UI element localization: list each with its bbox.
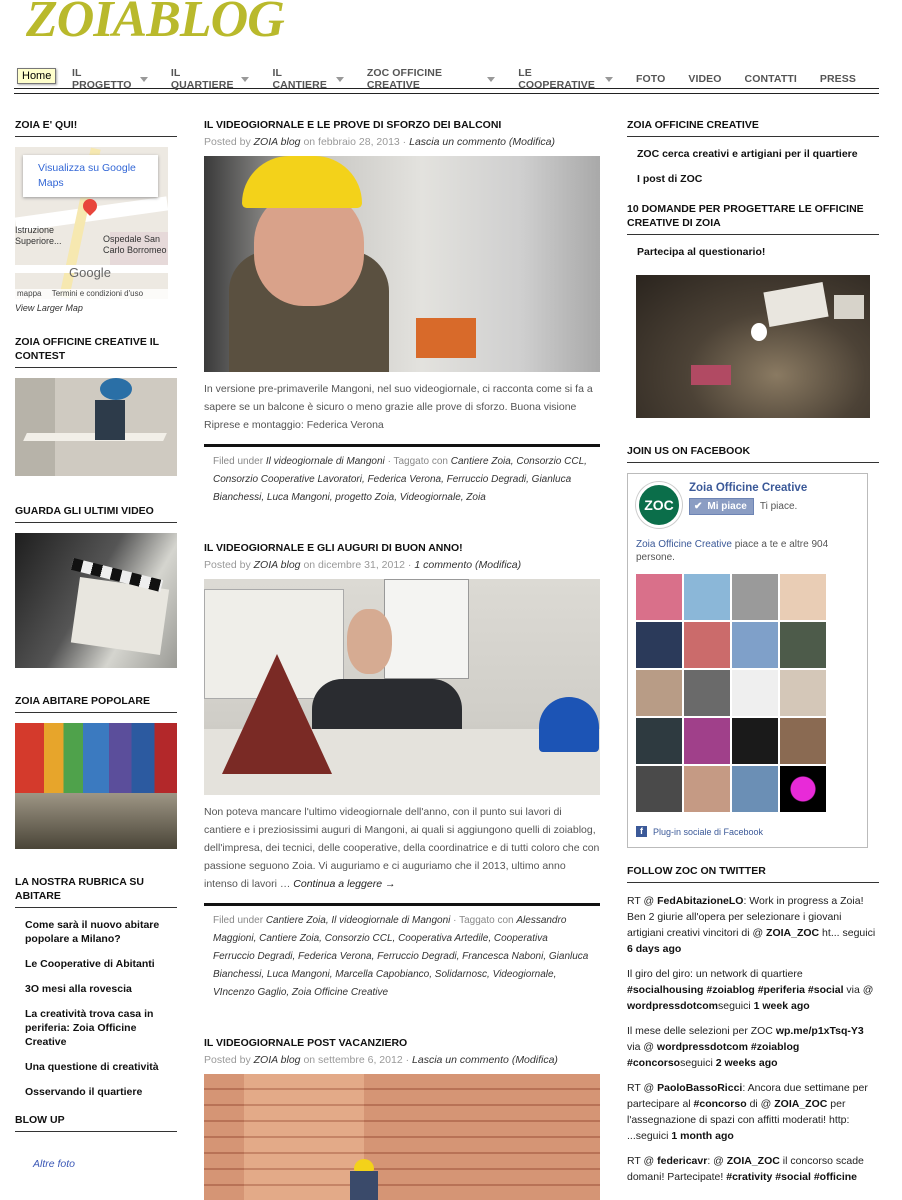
fb-face-avatar[interactable] <box>636 670 682 716</box>
comment-link[interactable]: Lascia un commento (Modifica) <box>412 1054 558 1066</box>
chevron-down-icon <box>605 77 613 82</box>
nav-item-foto[interactable]: FOTO <box>635 73 666 85</box>
fb-face-avatar[interactable] <box>780 670 826 716</box>
category-link[interactable]: Il videogiornale di Mangoni <box>265 456 385 467</box>
widget-title-blowup: BLOW UP <box>15 1113 177 1132</box>
widget-title-video: GUARDA GLI ULTIMI VIDEO <box>15 504 177 523</box>
post-title[interactable]: IL VIDEOGIORNALE E LE PROVE DI SFORZO DEI BALCONI <box>204 119 502 131</box>
fb-face-avatar[interactable] <box>684 622 730 668</box>
url-link[interactable]: wp.me/p1xTsq-Y3 <box>775 1025 864 1037</box>
fb-face-avatar[interactable] <box>780 718 826 764</box>
widget-title-zoc: ZOIA OFFICINE CREATIVE <box>627 118 879 137</box>
widget-title-domande: 10 DOMANDE PER PROGETTARE LE OFFICINE CREATIVE DI ZOIA <box>627 202 879 235</box>
widget-title-map: ZOIA E' QUI! <box>15 118 177 137</box>
tag-links[interactable]: Cantiere Zoia, Consorzio CCL, Consorzio Cooperative Lavoratori, Federica Verona, Ferruccio Degradi, Gianluca Bianchessi, Luca Mangoni, progetto Zoia, Videogiornale, Zoia <box>213 456 587 503</box>
fb-face-avatar[interactable] <box>684 718 730 764</box>
tweet: RT @ PaoloBassoRicci: Ancora due settimane per partecipare al #concorso di @ ZOIA_ZOC per l'assegnazione di spazi con affitti moderati! http: ...seguici 1 month ago <box>627 1082 868 1142</box>
fb-liked-text: Ti piace. <box>759 501 798 512</box>
comment-link[interactable]: Lascia un commento (Modifica) <box>409 136 556 148</box>
twitter-user-link[interactable]: ZOIA_ZOC <box>766 927 820 939</box>
fb-face-avatar[interactable] <box>732 670 778 716</box>
rubrica-link[interactable]: Una questione di creatività <box>25 1061 159 1073</box>
view-larger-map-link[interactable]: View Larger Map <box>15 303 83 313</box>
widget-title-abitare: ZOIA ABITARE POPOLARE <box>15 694 177 713</box>
nav-item-contatti[interactable]: CONTATTI <box>744 73 797 85</box>
map-footer-terms[interactable]: Termini e condizioni d'uso <box>51 289 144 298</box>
zoc-link[interactable]: ZOC cerca creativi e artigiani per il quartiere <box>637 148 858 160</box>
fb-face-avatar[interactable] <box>684 766 730 812</box>
hashtag-link[interactable]: #crativity <box>726 1171 773 1183</box>
tweet-time[interactable]: 2 weeks ago <box>715 1057 778 1069</box>
post-image[interactable] <box>204 156 600 372</box>
left-sidebar <box>15 118 177 1170</box>
twitter-user-link[interactable]: federicavr <box>657 1155 708 1167</box>
post-excerpt: Non poteva mancare l'ultimo videogiornale dell'anno, con il punto sui lavori di cantiere e i preziosissimi auguri di Mangoni, ai quali si aggiungono quelli di zoiablog, dell'impresa, dei tecnici, delle cooperative, della coordinatrice e di tutti coloro che con passione seguono Zoia. Vi auguriamo e ci auguriamo che il 2013, ultimo anno intenso di lavori … Continua a leggere → <box>204 806 600 890</box>
questionario-link[interactable]: Partecipa al questionario! <box>637 246 766 258</box>
rubrica-link[interactable]: 3O mesi alla rovescia <box>25 983 132 995</box>
post <box>204 541 600 1010</box>
hashtag-link[interactable]: #concorso <box>627 1057 681 1069</box>
hashtag-link[interactable]: #zoiablog <box>706 984 755 996</box>
post-footer: Filed under Il videogiornale di Mangoni · Taggato con Cantiere Zoia, Consorzio CCL, Consorzio Cooperative Lavoratori, Federica Verona, Ferruccio Degradi, Gianluca Bianchessi, Luca Mangoni, progetto Zoia, Videogiornale, Zoia <box>204 444 600 515</box>
map-label: Istruzione Superiore... <box>15 225 62 246</box>
nav-item-video[interactable]: VIDEO <box>688 73 722 85</box>
tag-links[interactable]: Alessandro Maggioni, Cantiere Zoia, Consorzio CCL, Cooperativa Artedile, Cooperativa Ferruccio Degradi, Federica Verona, Ferruccio Degradi, Francesca Naboni, Gianluca Bianchessi, Luca Mangoni, Marcella Capobianco, Solidarnosc, Videogiornale, VIncenzo Gaglio, Zoia Officine Creative <box>213 915 589 998</box>
widget-title-facebook: JOIN US ON FACEBOOK <box>627 444 879 463</box>
tweet: RT @ FedAbitazioneLO: Work in progress a Zoia! Ben 2 giurie all'opera per selezionare i giovani artigiani creativi vincitori di @ ZOIA_ZOC ht... seguici 6 days ago <box>627 895 876 955</box>
rubrica-link[interactable]: Come sarà il nuovo abitare popolare a Milano? <box>25 919 160 945</box>
chevron-down-icon <box>336 77 344 82</box>
post-footer: Filed under Cantiere Zoia, Il videogiornale di Mangoni · Taggato con Alessandro Maggioni, Cantiere Zoia, Consorzio CCL, Cooperativa Artedile, Cooperativa Ferruccio Degradi, Federica Verona, Ferruccio Degradi, Francesca Naboni, Gianluca Bianchessi, Luca Mangoni, Marcella Capobianco, Solidarnosc, Videogiornale, VIncenzo Gaglio, Zoia Officine Creative <box>204 903 600 1010</box>
fb-face-avatar[interactable] <box>732 766 778 812</box>
nav-item-le-cooperative[interactable]: LE COOPERATIVE <box>518 67 613 91</box>
hashtag-link[interactable]: #socialhousing <box>627 984 704 996</box>
main-content <box>204 118 600 1200</box>
hashtag-link[interactable]: #zoiablog <box>750 1041 800 1053</box>
category-link[interactable]: Cantiere Zoia, Il videogiornale di Mangoni <box>265 915 451 926</box>
post-author-link[interactable]: ZOIA blog <box>253 559 301 571</box>
chevron-down-icon <box>140 77 148 82</box>
post <box>204 118 600 515</box>
main-nav <box>14 61 879 89</box>
tweet-time[interactable]: 6 days ago <box>627 943 682 955</box>
tweet-time[interactable]: 1 week ago <box>753 1000 810 1012</box>
nav-menu <box>72 67 879 91</box>
post-title[interactable]: IL VIDEOGIORNALE POST VACANZIERO <box>204 1037 408 1049</box>
nav-item-press[interactable]: PRESS <box>819 73 856 85</box>
hashtag-link[interactable]: #concorso <box>693 1098 747 1110</box>
check-icon: ✔ <box>694 501 703 512</box>
fb-faces-grid <box>636 574 859 812</box>
fb-plugin-footer[interactable]: f Plug-in sociale di Facebook <box>636 826 859 837</box>
fb-face-avatar[interactable] <box>636 622 682 668</box>
post-author-link[interactable]: ZOIA blog <box>253 136 301 148</box>
tweet: Il mese delle selezioni per ZOC wp.me/p1xTsq-Y3 via @ wordpressdotcom #zoiablog #concorsoseguici 2 weeks ago <box>627 1025 864 1069</box>
altre-foto-link[interactable]: Altre foto <box>33 1158 76 1170</box>
hashtag-link[interactable]: #social <box>807 984 844 996</box>
fb-friends-text: Zoia Officine Creative piace a te e altre 904 persone. <box>636 539 829 563</box>
post-excerpt: In versione pre-primaverile Mangoni, nel suo videogiornale, ci racconta come si fa a sapere se un balcone è sicuro o meno grazie alle prove di sforzo. Buona visione Riprese e montaggio: Federica Verona <box>204 383 593 431</box>
twitter-user-link[interactable]: FedAbitazioneLO <box>657 895 744 907</box>
post-meta: Posted by ZOIA blog on settembre 6, 2012 · Lascia un commento (Modifica) <box>204 1054 558 1066</box>
facebook-like-box <box>627 473 868 848</box>
post-author-link[interactable]: ZOIA blog <box>253 1054 301 1066</box>
site-logo[interactable]: ZOIABLOG <box>26 0 284 48</box>
fb-face-avatar[interactable] <box>732 718 778 764</box>
twitter-user-link[interactable]: PaoloBassoRicci <box>657 1082 743 1094</box>
map-popup[interactable]: Visualizza su Google Maps <box>23 155 158 197</box>
tweet-time[interactable]: 1 month ago <box>671 1130 734 1142</box>
zoc-link[interactable]: I post di ZOC <box>637 173 703 185</box>
fb-like-button[interactable]: ✔ Mi piace <box>689 498 754 515</box>
tweet: Il giro del giro: un network di quartiere #socialhousing #zoiablog #periferia #social via @ wordpressdotcomseguici 1 week ago <box>627 968 874 1012</box>
tweet: RT @ federicavr: @ ZOIA_ZOC il concorso scade domani! Partecipate! #crativity #social #officine <box>627 1155 864 1183</box>
video-image[interactable] <box>15 533 177 668</box>
comment-link[interactable]: 1 commento (Modifica) <box>414 559 522 571</box>
mailboxes-image[interactable] <box>15 723 177 849</box>
hashtag-link[interactable]: #periferia <box>757 984 805 996</box>
rubrica-link[interactable]: Le Cooperative di Abitanti <box>25 958 155 970</box>
twitter-user-link[interactable]: ZOIA_ZOC <box>726 1155 780 1167</box>
widget-title-contest: ZOIA OFFICINE CREATIVE IL CONTEST <box>15 335 177 368</box>
google-logo: Google <box>69 265 111 280</box>
chevron-down-icon <box>487 77 495 82</box>
fb-face-avatar[interactable] <box>684 574 730 620</box>
widget-title-rubrica: LA NOSTRA RUBRICA SU ABITARE <box>15 875 177 908</box>
map-footer-mappa[interactable]: mappa <box>17 289 42 298</box>
nav-divider <box>14 93 879 94</box>
fb-face-avatar[interactable] <box>636 718 682 764</box>
post-image[interactable] <box>204 1074 600 1200</box>
hashtag-link[interactable]: #officine <box>813 1171 857 1183</box>
nav-item-zoc-officine-creative[interactable]: ZOC OFFICINE CREATIVE <box>367 67 495 91</box>
fb-face-avatar[interactable] <box>780 574 826 620</box>
nav-item-il-quartiere[interactable]: IL QUARTIERE <box>171 67 250 91</box>
twitter-user-link[interactable]: wordpressdotcom <box>627 1000 719 1012</box>
google-map[interactable] <box>15 147 168 299</box>
fb-page-link[interactable]: Zoia Officine Creative <box>636 539 732 550</box>
zoc-logo[interactable]: ZOC <box>636 482 682 528</box>
nav-item-il-progetto[interactable]: IL PROGETTO <box>72 67 148 91</box>
hashtag-link[interactable]: #social <box>775 1171 811 1183</box>
chevron-down-icon <box>241 77 249 82</box>
twitter-user-link[interactable]: wordpressdotcom <box>656 1041 748 1053</box>
facebook-icon: f <box>636 826 647 837</box>
zoc-workshop-image[interactable] <box>636 275 870 418</box>
fb-face-avatar[interactable] <box>684 670 730 716</box>
fb-face-avatar[interactable] <box>780 622 826 668</box>
post-image[interactable] <box>204 579 600 795</box>
fb-face-avatar[interactable] <box>636 766 682 812</box>
fb-face-avatar[interactable] <box>780 766 826 812</box>
home-tooltip[interactable]: Home <box>17 68 56 84</box>
right-sidebar <box>627 118 879 1194</box>
rubrica-link[interactable]: La creatività trova casa in periferia: Zoia Officine Creative <box>25 1008 154 1048</box>
post-title[interactable]: IL VIDEOGIORNALE E GLI AUGURI DI BUON ANNO! <box>204 542 463 554</box>
post-meta: Posted by ZOIA blog on dicembre 31, 2012 · 1 commento (Modifica) <box>204 559 522 571</box>
fb-page-name[interactable]: Zoia Officine Creative <box>689 482 808 494</box>
fb-face-avatar[interactable] <box>732 574 778 620</box>
fb-face-avatar[interactable] <box>732 622 778 668</box>
contest-image[interactable] <box>15 378 177 476</box>
twitter-user-link[interactable]: ZOIA_ZOC <box>774 1098 828 1110</box>
widget-title-twitter: FOLLOW ZOC ON TWITTER <box>627 864 879 883</box>
rubrica-link[interactable]: Osservando il quartiere <box>25 1086 143 1098</box>
nav-item-il-cantiere[interactable]: IL CANTIERE <box>272 67 343 91</box>
map-label: Ospedale San Carlo Borromeo <box>103 234 167 255</box>
continue-reading-link[interactable]: Continua a leggere → <box>293 878 396 890</box>
fb-face-avatar[interactable] <box>636 574 682 620</box>
post-meta: Posted by ZOIA blog on febbraio 28, 2013 · Lascia un commento (Modifica) <box>204 136 556 148</box>
post <box>204 1036 600 1200</box>
